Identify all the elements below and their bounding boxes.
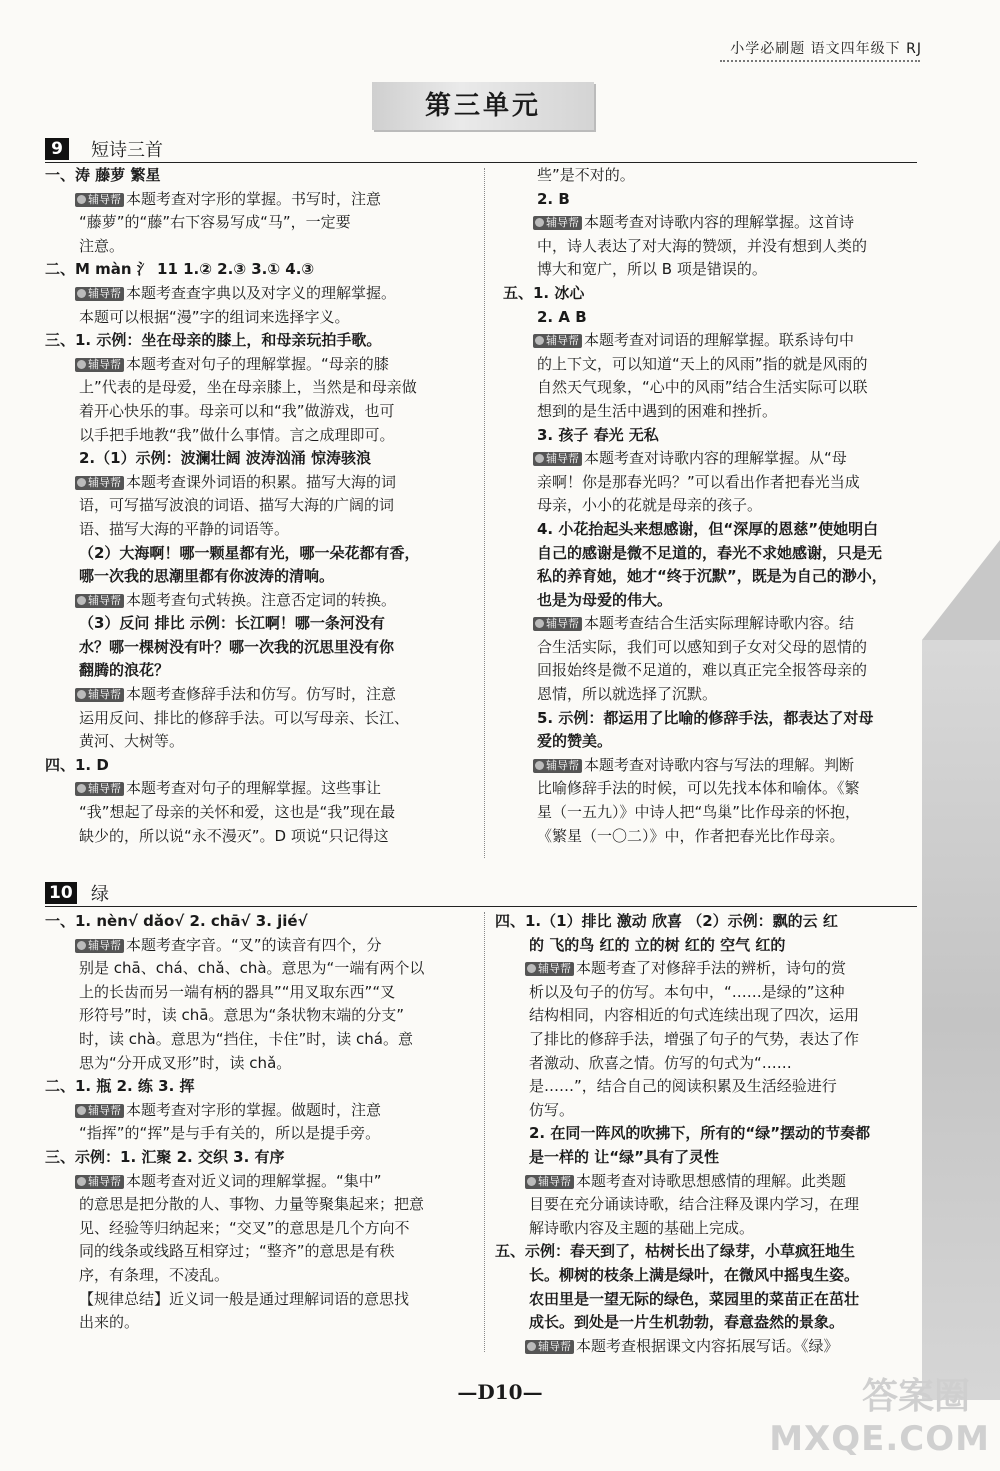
answer-line bbox=[503, 518, 917, 542]
answer-text: 黄河、大树等。 bbox=[79, 732, 185, 751]
section-10-left-column bbox=[45, 910, 475, 1335]
tutor-tag-label: 辅导帮 bbox=[546, 216, 579, 230]
answer-line bbox=[503, 353, 917, 377]
answer-text: “我”想起了母亲的关怀和爱，这也是“我”现在最 bbox=[79, 803, 396, 822]
tutor-tag-badge bbox=[75, 594, 124, 608]
answer-line bbox=[45, 1240, 475, 1264]
section-9-left-column bbox=[45, 164, 475, 848]
answer-text: 本题考查对近义词的理解掌握。“集中” bbox=[126, 1171, 382, 1190]
tutor-icon bbox=[77, 360, 86, 369]
header-divider bbox=[720, 60, 920, 62]
answer-line bbox=[45, 353, 475, 377]
tutor-icon bbox=[77, 1106, 86, 1115]
answer-line bbox=[45, 211, 475, 235]
answer-text: “指挥”的“挥”是与手有关的，所以是提手旁。 bbox=[79, 1124, 381, 1143]
answer-line bbox=[45, 1264, 475, 1288]
answer-line bbox=[45, 188, 475, 212]
answer-line bbox=[503, 754, 917, 778]
answer-text: 目要在充分诵读诗歌，结合注释及课内学习，在理 bbox=[529, 1195, 860, 1214]
answer-text: 是一样的 让“绿”具有了灵性 bbox=[529, 1147, 719, 1166]
answer-text: 中，诗人表达了对大海的赞颂，并没有想到人类的 bbox=[537, 236, 868, 255]
answer-line bbox=[45, 424, 475, 448]
answer-text: 别是 chā、chá、chǎ、chà。意思为“一端有两个以 bbox=[79, 959, 425, 978]
answer-text: 爱的赞美。 bbox=[537, 732, 613, 751]
tutor-tag-badge bbox=[75, 939, 124, 953]
answer-line bbox=[503, 424, 917, 448]
answer-line bbox=[503, 777, 917, 801]
answer-text: 本题考查了对修辞手法的辨析，诗句的赏 bbox=[576, 959, 847, 978]
answer-text: 本题可以根据“漫”字的组词来选择字义。 bbox=[79, 307, 350, 326]
answer-line bbox=[495, 1099, 920, 1123]
unit-title: 第三单元 bbox=[372, 82, 594, 130]
tutor-tag-badge bbox=[525, 962, 574, 976]
answer-text: 《繁星（一〇二）》中，作者把春光比作母亲。 bbox=[537, 826, 845, 845]
tutor-icon bbox=[77, 596, 86, 605]
answer-line bbox=[495, 1288, 920, 1312]
tutor-tag-badge bbox=[75, 1175, 124, 1189]
answer-line bbox=[45, 754, 475, 778]
answer-text: 三、1. 示例：坐在母亲的膝上，和母亲玩拍手歌。 bbox=[45, 331, 382, 350]
answer-text: 以手把手地教“我”做什么事情。言之成理即可。 bbox=[79, 425, 395, 444]
answer-text: 自然天气现象，“心中的风雨”结合生活实际可以联 bbox=[537, 378, 868, 397]
tutor-tag-badge bbox=[533, 452, 582, 466]
tutor-icon bbox=[535, 619, 544, 628]
watermark-text: MXQE.COM bbox=[769, 1419, 990, 1459]
answer-text: 本题考查对句子的理解掌握。“母亲的膝 bbox=[126, 354, 389, 373]
side-decoration-arrow bbox=[922, 540, 1000, 640]
tutor-tag-badge bbox=[75, 1104, 124, 1118]
tutor-tag-badge bbox=[533, 216, 582, 230]
answer-text: （3）反问 排比 示例：长江啊！哪一条河没有 bbox=[79, 614, 385, 633]
answer-line bbox=[503, 164, 917, 188]
answer-text: 本题考查对诗歌内容的理解掌握。从“母 bbox=[584, 449, 847, 468]
answer-line bbox=[45, 825, 475, 849]
answer-text: 结构相同，内容相近的句式连续出现了四次，运用 bbox=[529, 1006, 860, 1025]
answer-text: 恩情，所以就选择了沉默。 bbox=[537, 685, 718, 704]
answer-line bbox=[45, 1193, 475, 1217]
tutor-tag-label: 辅导帮 bbox=[88, 782, 121, 796]
answer-line bbox=[45, 235, 475, 259]
answer-text: 本题考查根据课文内容拓展写话。《绿》 bbox=[576, 1336, 839, 1355]
answer-text: 翻腾的浪花？ bbox=[79, 661, 170, 680]
answer-text: 亲啊！你是那春光吗？”可以看出作者把春光当成 bbox=[537, 472, 860, 491]
answer-line bbox=[503, 258, 917, 282]
section-9-right-column bbox=[503, 164, 917, 848]
answer-line bbox=[45, 376, 475, 400]
answer-line bbox=[45, 282, 475, 306]
answer-line bbox=[495, 1146, 920, 1170]
answer-line bbox=[503, 612, 917, 636]
answer-text: 本题考查对词语的理解掌握。联系诗句中 bbox=[584, 331, 855, 350]
answer-text: 上的长齿而另一端有柄的器具”“用叉取东西”“叉 bbox=[79, 982, 396, 1001]
answer-text: 些”是不对的。 bbox=[537, 166, 635, 184]
tutor-icon bbox=[77, 941, 86, 950]
answer-text: 【规律总结】近义词一般是通过理解词语的意思找 bbox=[79, 1289, 410, 1308]
answer-line bbox=[45, 589, 475, 613]
section-10-right-column bbox=[495, 910, 920, 1358]
tutor-icon bbox=[77, 195, 86, 204]
tutor-tag-label: 辅导帮 bbox=[88, 938, 121, 952]
answer-text: 出来的。 bbox=[79, 1313, 140, 1332]
answer-line bbox=[45, 659, 475, 683]
answer-text: 2. A B bbox=[537, 307, 587, 326]
watermark-logo: 答案圈 bbox=[861, 1376, 970, 1417]
answer-line bbox=[45, 518, 475, 542]
answer-text: 5. 示例：都运用了比喻的修辞手法，都表达了对母 bbox=[537, 708, 874, 727]
answer-line bbox=[503, 636, 917, 660]
answer-text: 同的线条或线路互相穿过；“整齐”的意思是有秩 bbox=[79, 1242, 395, 1261]
answer-line bbox=[45, 636, 475, 660]
tutor-icon bbox=[535, 761, 544, 770]
column-divider bbox=[484, 912, 485, 1352]
answer-text: 了排比的修辞手法，增强了句子的气势，表达了作 bbox=[529, 1029, 860, 1048]
answer-line bbox=[495, 1193, 920, 1217]
answer-text: 2.（1）示例：波澜壮阔 波涛汹涌 惊涛骇浪 bbox=[79, 449, 372, 468]
answer-line bbox=[45, 258, 475, 282]
answer-text: 四、1.（1）排比 激动 欣喜 （2）示例：飘的云 红 bbox=[495, 912, 838, 930]
answer-text: 本题考查句式转换。注意否定词的转换。 bbox=[126, 590, 397, 609]
answer-line bbox=[495, 1122, 920, 1146]
answer-line bbox=[503, 376, 917, 400]
answer-text: 形符号”时，读 chā。意思为“条状物末端的分支” bbox=[79, 1006, 405, 1025]
tutor-tag-badge bbox=[75, 688, 124, 702]
tutor-tag-label: 辅导帮 bbox=[546, 452, 579, 466]
answer-text: 三、示例：1. 汇聚 2. 交织 3. 有序 bbox=[45, 1147, 285, 1166]
answer-line bbox=[495, 1052, 920, 1076]
answer-line bbox=[45, 494, 475, 518]
answer-line bbox=[503, 589, 917, 613]
answer-text: 2. 在同一阵风的吹拂下，所有的“绿”摆动的节奏都 bbox=[529, 1124, 871, 1143]
answer-line bbox=[45, 1028, 475, 1052]
answer-text: 二、M màn 氵 11 1.② 2.③ 3.① 4.③ bbox=[45, 260, 315, 279]
answer-text: “藤萝”的“藤”右下容易写成“马”，一定要 bbox=[79, 213, 351, 232]
tutor-tag-label: 辅导帮 bbox=[538, 1339, 571, 1353]
answer-text: 成长。到处是一片生机勃勃，春意盎然的景象。 bbox=[529, 1313, 845, 1332]
answer-line bbox=[495, 1004, 920, 1028]
answer-line bbox=[45, 329, 475, 353]
answer-text: 星（一五九）》中诗人把“鸟巢”比作母亲的怀抱， bbox=[537, 803, 861, 822]
tutor-icon bbox=[527, 1177, 536, 1186]
answer-line bbox=[503, 565, 917, 589]
tutor-tag-label: 辅导帮 bbox=[88, 1174, 121, 1188]
answer-line bbox=[495, 934, 920, 958]
answer-line bbox=[45, 164, 475, 188]
answer-line bbox=[503, 306, 917, 330]
answer-text: 着开心快乐的事。母亲可以和“我”做游戏，也可 bbox=[79, 401, 395, 420]
section-header-9 bbox=[45, 140, 917, 163]
tutor-tag-label: 辅导帮 bbox=[88, 192, 121, 206]
answer-text: 比喻修辞手法的时候，可以先找本体和喻体。《繁 bbox=[537, 779, 860, 798]
answer-text: 一、涛 藤萝 繁星 bbox=[45, 166, 161, 184]
answer-text: 也是为母爱的伟大。 bbox=[537, 590, 673, 609]
answer-line bbox=[503, 825, 917, 849]
answer-line bbox=[495, 981, 920, 1005]
answer-text: 析以及句子的仿写。本句中，“……是绿的”这种 bbox=[529, 982, 845, 1001]
answer-text: 农田里是一望无际的绿色，菜园里的菜苗正在茁壮 bbox=[529, 1289, 860, 1308]
answer-text: 四、1. D bbox=[45, 755, 109, 774]
tutor-icon bbox=[535, 218, 544, 227]
answer-text: 哪一次我的思潮里都有你波涛的清响。 bbox=[79, 567, 335, 586]
tutor-tag-badge bbox=[75, 476, 124, 490]
answer-line bbox=[45, 471, 475, 495]
answer-text: 一、1. nèn√ dǎo√ 2. chā√ 3. jié√ bbox=[45, 912, 308, 930]
answer-text: 见、经验等归纳起来；“交叉”的意思是几个方向不 bbox=[79, 1218, 410, 1237]
side-decoration bbox=[922, 640, 1000, 1400]
answer-line bbox=[45, 910, 475, 934]
answer-text: 本题考查查字典以及对字义的理解掌握。 bbox=[126, 283, 397, 302]
answer-text: 本题考查对句子的理解掌握。这些事让 bbox=[126, 779, 382, 798]
answer-text: 博大和宽广，所以 B 项是错误的。 bbox=[537, 260, 767, 279]
answer-line bbox=[503, 659, 917, 683]
answer-text: 五、1. 冰心 bbox=[503, 283, 585, 302]
tutor-tag-label: 辅导帮 bbox=[546, 758, 579, 772]
answer-text: 序，有条理，不凌乱。 bbox=[79, 1265, 230, 1284]
answer-line bbox=[45, 447, 475, 471]
section-header-10 bbox=[45, 884, 917, 907]
tutor-tag-label: 辅导帮 bbox=[88, 475, 121, 489]
answer-text: 上”代表的是母爱，坐在母亲膝上，当然是和母亲做 bbox=[79, 378, 417, 397]
tutor-tag-badge bbox=[75, 287, 124, 301]
answer-line bbox=[45, 306, 475, 330]
tutor-icon bbox=[527, 1342, 536, 1351]
answer-line bbox=[495, 957, 920, 981]
answer-line bbox=[45, 612, 475, 636]
answer-line bbox=[45, 1170, 475, 1194]
tutor-tag-badge bbox=[75, 358, 124, 372]
answer-text: 合生活实际，我们可以感知到子女对父母的恩情的 bbox=[537, 637, 868, 656]
page-header: 小学必刷题 语文四年级下 RJ bbox=[730, 41, 922, 57]
tutor-icon bbox=[77, 784, 86, 793]
answer-line bbox=[45, 777, 475, 801]
answer-text: 4. 小花抬起头来想感谢，但“深厚的恩慈”使她明白 bbox=[537, 519, 879, 538]
answer-line bbox=[495, 1335, 920, 1359]
answer-text: 时，读 chà。意思为“挡住，卡住”时，读 chá。意 bbox=[79, 1029, 413, 1048]
answer-text: 运用反问、排比的修辞手法。可以写母亲、长江、 bbox=[79, 708, 410, 727]
answer-line bbox=[45, 1075, 475, 1099]
answer-line bbox=[503, 211, 917, 235]
answer-line bbox=[495, 1075, 920, 1099]
answer-text: 本题考查课外词语的积累。描写大海的词 bbox=[126, 472, 397, 491]
answer-text: 2. B bbox=[537, 189, 570, 208]
answer-line bbox=[503, 282, 917, 306]
answer-line bbox=[495, 1311, 920, 1335]
answer-text: 思为“分开成叉形”时，读 chǎ。 bbox=[79, 1053, 292, 1072]
answer-text: 自己的感谢是微不足道的，春光不求她感谢，只是无 bbox=[537, 543, 883, 562]
answer-text: 想到的是生活中遇到的困难和挫折。 bbox=[537, 401, 778, 420]
answer-line bbox=[45, 1288, 475, 1312]
answer-text: （2）大海啊！哪一颗星都有光，哪一朵花都有香， bbox=[79, 543, 420, 562]
section-number: 10 bbox=[45, 882, 77, 904]
page-number: —D10— bbox=[457, 1380, 543, 1404]
column-divider bbox=[484, 168, 485, 858]
answer-text: 3. 孩子 春光 无私 bbox=[537, 425, 659, 444]
tutor-icon bbox=[77, 690, 86, 699]
tutor-tag-badge bbox=[75, 193, 124, 207]
answer-line bbox=[503, 471, 917, 495]
answer-text: 母亲，小小的花就是母亲的孩子。 bbox=[537, 496, 763, 515]
answer-line bbox=[503, 329, 917, 353]
answer-line bbox=[503, 801, 917, 825]
tutor-tag-label: 辅导帮 bbox=[88, 688, 121, 702]
answer-line bbox=[495, 1170, 920, 1194]
answer-line bbox=[503, 447, 917, 471]
answer-line bbox=[45, 707, 475, 731]
answer-text: 缺少的，所以说“永不漫灭”。D 项说“只记得这 bbox=[79, 826, 389, 845]
answer-line bbox=[503, 188, 917, 212]
tutor-tag-badge bbox=[533, 617, 582, 631]
tutor-tag-badge bbox=[75, 782, 124, 796]
answer-text: 的 飞的鸟 红的 立的树 红的 空气 红的 bbox=[529, 935, 786, 954]
tutor-tag-label: 辅导帮 bbox=[88, 357, 121, 371]
tutor-tag-label: 辅导帮 bbox=[538, 1174, 571, 1188]
answer-line bbox=[45, 1311, 475, 1335]
answer-line bbox=[495, 1264, 920, 1288]
answer-line bbox=[503, 542, 917, 566]
answer-text: 本题考查结合生活实际理解诗歌内容。结 bbox=[584, 614, 855, 633]
tutor-tag-badge bbox=[533, 759, 582, 773]
answer-text: 水？哪一棵树没有叶？哪一次我的沉思里没有你 bbox=[79, 637, 395, 656]
tutor-tag-label: 辅导帮 bbox=[88, 286, 121, 300]
answer-line bbox=[503, 400, 917, 424]
tutor-icon bbox=[77, 289, 86, 298]
answer-line bbox=[45, 683, 475, 707]
answer-text: 的意思是把分散的人、事物、力量等聚集起来；把意 bbox=[79, 1195, 425, 1214]
answer-text: 二、1. 瓶 2. 练 3. 挥 bbox=[45, 1077, 195, 1096]
section-title: 短诗三首 bbox=[91, 140, 163, 161]
answer-line bbox=[45, 1099, 475, 1123]
answer-line bbox=[503, 707, 917, 731]
tutor-tag-badge bbox=[525, 1340, 574, 1354]
tutor-tag-label: 辅导帮 bbox=[88, 1103, 121, 1117]
answer-text: 的上下文，可以知道“天上的风雨”指的就是风雨的 bbox=[537, 354, 868, 373]
answer-line bbox=[45, 542, 475, 566]
answer-text: 语，可写描写波浪的词语、描写大海的广阔的词 bbox=[79, 496, 395, 515]
answer-line bbox=[503, 683, 917, 707]
answer-line bbox=[495, 1240, 920, 1264]
answer-line bbox=[45, 1122, 475, 1146]
answer-line bbox=[45, 1146, 475, 1170]
answer-text: 仿写。 bbox=[529, 1100, 575, 1119]
tutor-tag-label: 辅导帮 bbox=[88, 593, 121, 607]
answer-line bbox=[495, 1217, 920, 1241]
answer-text: 解诗歌内容及主题的基础上完成。 bbox=[529, 1218, 755, 1237]
answer-text: 本题考查修辞手法和仿写。仿写时，注意 bbox=[126, 685, 397, 704]
answer-text: 注意。 bbox=[79, 236, 125, 255]
tutor-tag-label: 辅导帮 bbox=[538, 962, 571, 976]
section-title: 绿 bbox=[91, 884, 109, 905]
answer-text: 者激动、欣喜之情。仿写的句式为“…… bbox=[529, 1053, 792, 1072]
tutor-icon bbox=[535, 336, 544, 345]
answer-line bbox=[503, 235, 917, 259]
tutor-tag-label: 辅导帮 bbox=[546, 334, 579, 348]
answer-text: 本题考查对诗歌思想感情的理解。此类题 bbox=[576, 1171, 847, 1190]
answer-text: 本题考查对字形的掌握。书写时，注意 bbox=[126, 189, 382, 208]
answer-text: 本题考查字音。“叉”的读音有四个，分 bbox=[126, 935, 382, 954]
answer-line bbox=[495, 910, 920, 934]
answer-line bbox=[45, 801, 475, 825]
tutor-tag-label: 辅导帮 bbox=[546, 617, 579, 631]
answer-line bbox=[45, 1004, 475, 1028]
tutor-tag-badge bbox=[525, 1175, 574, 1189]
answer-line bbox=[45, 565, 475, 589]
tutor-icon bbox=[77, 478, 86, 487]
tutor-icon bbox=[77, 1177, 86, 1186]
answer-text: 私的养育她，她才“终于沉默”，既是为自己的渺小， bbox=[537, 567, 887, 586]
answer-text: 是……”，结合自己的阅读积累及生活经验进行 bbox=[529, 1077, 837, 1096]
answer-line bbox=[503, 494, 917, 518]
answer-line bbox=[503, 730, 917, 754]
answer-line bbox=[495, 1028, 920, 1052]
answer-line bbox=[45, 730, 475, 754]
answer-text: 本题考查对诗歌内容的理解掌握。这首诗 bbox=[584, 213, 855, 232]
tutor-icon bbox=[535, 454, 544, 463]
answer-line bbox=[45, 934, 475, 958]
answer-line bbox=[45, 957, 475, 981]
answer-text: 长。柳树的枝条上满是绿叶，在微风中摇曳生姿。 bbox=[529, 1265, 860, 1284]
answer-line bbox=[45, 1052, 475, 1076]
answer-line bbox=[45, 1217, 475, 1241]
answer-text: 本题考查对诗歌内容与写法的理解。判断 bbox=[584, 755, 855, 774]
tutor-icon bbox=[527, 964, 536, 973]
answer-line bbox=[45, 981, 475, 1005]
answer-text: 回报始终是微不足道的，难以真正完全报答母亲的 bbox=[537, 661, 868, 680]
answer-text: 语、描写大海的平静的词语等。 bbox=[79, 519, 290, 538]
section-number: 9 bbox=[45, 138, 69, 160]
answer-line bbox=[45, 400, 475, 424]
answer-text: 本题考查对字形的掌握。做题时，注意 bbox=[126, 1100, 382, 1119]
answer-text: 五、示例：春天到了，枯树长出了绿芽，小草疯狂地生 bbox=[495, 1242, 856, 1261]
tutor-tag-badge bbox=[533, 334, 582, 348]
